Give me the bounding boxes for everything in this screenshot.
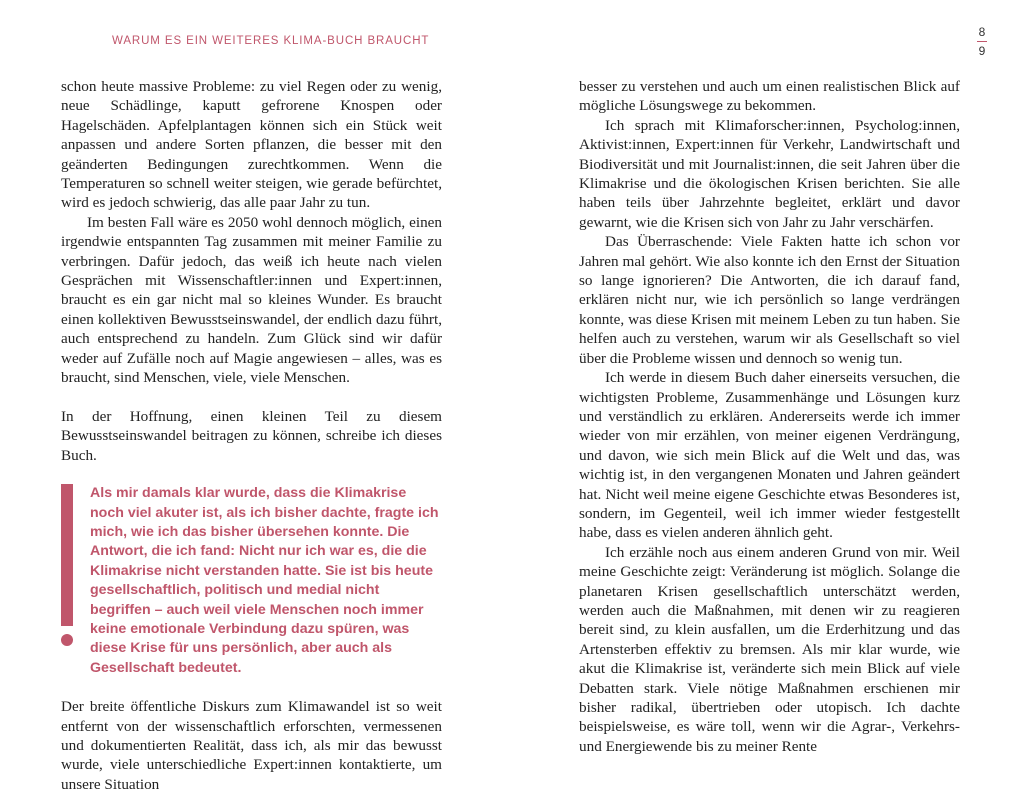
page-number-divider [977, 41, 987, 42]
right-paragraph-3: Das Überraschende: Viele Fakten hatte ich schon vor Jahren mal gehört. Wie also konnte ich den Ernst der Situation so lange ignorieren? Die Antworten, die ich darauf fand, erklären nicht nur, wie ich persönlich so lange verdrängen konnte, was diese Krisen mit meinem Leben zu tun haben. Sie helfen auch zu verstehen, warum wir als Gesellschaft so viel über die Probleme wissen und dennoch so wenig tun. [579, 233, 960, 367]
page-number-left: 8 [978, 25, 986, 39]
running-header: WARUM ES EIN WEITERES KLIMA-BUCH BRAUCHT [112, 35, 430, 47]
pull-quote-text: Als mir damals klar wurde, dass die Klimakrise noch viel akuter ist, als ich bisher dachte, fragte ich mich, wie ich das bisher übersehen konnte. Die Antwort, die ich fand: Nicht nur ich war es, die die Klimakrise nicht verstanden hatte. Sie ist bis heute gesellschaftlich, politisch und medial nicht begriffen – auch weil viele Menschen noch immer keine emotionale Verbindung dazu spüren, was diese Krise für uns persönlich, aber auch als Gesellschaft bedeutet. [90, 485, 439, 676]
exclamation-bar-icon [61, 484, 73, 626]
right-paragraph-5: Ich erzähle noch aus einem anderen Grund von mir. Weil meine Geschichte zeigt: Veränderung ist möglich. Solange die planetaren Krisen gesellschaftlich unterschätzt werden, werden auch die Maßnahmen, mit denen wir zu reagieren bereit sind, zu klein ausfallen, um die Erderhitzung und das Artensterben effektiv zu bremsen. Als mir klar wurde, wie akut die Klimakrise ist, veränderte sich mein Blick auf viele Debatten stark. Viele nötige Maßnahmen erschienen mir bisher radikal, übertrieben oder utopisch. Ich dachte beispielsweise, es wäre toll, wenn wir die Agrar-, Verkehrs- und Energiewende bis zu meiner Rente [579, 543, 960, 755]
pull-quote [61, 484, 442, 678]
left-page-column [61, 77, 442, 794]
left-paragraph-2: Im besten Fall wäre es 2050 wohl dennoch möglich, einen irgendwie entspannten Tag zusammen mit meiner Familie zu verbringen. Dafür jedoch, das weiß ich heute nach vielen Gesprächen mit Wissenschaftler:innen und Expert:innen, braucht es ein gar nicht mal so kleines Wunder. Es braucht einen kollektiven Bewusstseinswandel, der endlich dazu führt, auch entsprechend zu handeln. Zum Glück sind wir dafür weder auf Zufälle noch auf Magie angewiesen – alles, was es braucht, sind Menschen, viele, viele Menschen. [61, 213, 442, 387]
right-paragraph-4: Ich werde in diesem Buch daher einerseits versuchen, die wichtigsten Probleme, Zusammenhänge und Lösungen kurz und verständlich zu erklären. Andererseits werde ich immer wieder von mir erzählen, von meiner eigenen Verdrängung, und davon, wie sich mein Blick auf die Welt und das, was wichtig ist, in den vergangenen Monaten und Jahren geändert hat. Nicht weil meine eigene Geschichte etwas Besonderes ist, sondern, im Gegenteil, weil ich immer wieder festgestellt habe, dass es vielen anderen ähnlich geht. [579, 369, 960, 542]
page-numbers [970, 25, 994, 58]
left-paragraph-3: In der Hoffnung, einen kleinen Teil zu diesem Bewusstseinswandel beitragen zu können, schreibe ich dieses Buch. [61, 407, 442, 464]
page-number-right: 9 [978, 44, 986, 58]
right-paragraph-2: Ich sprach mit Klimaforscher:innen, Psycholog:innen, Aktivist:innen, Expert:innen für Verkehr, Landwirtschaft und Biodiversität und mit Journalist:innen, die seit Jahren über die Klimakrise und die ökologischen Krisen berichten. Sie alle haben teils über Jahrzehnte begleitet, erklärt und davor gewarnt, wie die Krisen sich von Jahr zu Jahr verschärfen. [579, 116, 960, 231]
right-paragraph-1: besser zu verstehen und auch um einen realistischen Blick auf mögliche Lösungswege zu bekommen. [579, 78, 960, 115]
left-paragraph-1: schon heute massive Probleme: zu viel Regen oder zu wenig, neue Schädlinge, kaputt gefrorene Knospen oder Hagelschäden. Apfelplantagen können sich ein Stück weit anpassen und andere Sorten pflanzen, die besser mit den geänderten Bedingungen zurechtkommen. Wenn die Temperaturen so schnell weiter steigen, wie gerade befürchtet, wird es jedoch schwierig, das alle paar Jahr zu tun. [61, 78, 442, 212]
right-page-column [579, 77, 960, 756]
left-paragraph-4: Der breite öffentliche Diskurs zum Klimawandel ist so weit entfernt von der wissenschaftlich erforschten, vermessenen und dokumentierten Realität, dass ich, als mir das bewusst wurde, viele unterschiedliche Expert:innen kontaktierte, um unsere Situation [61, 698, 442, 793]
exclamation-dot-icon [61, 634, 73, 646]
